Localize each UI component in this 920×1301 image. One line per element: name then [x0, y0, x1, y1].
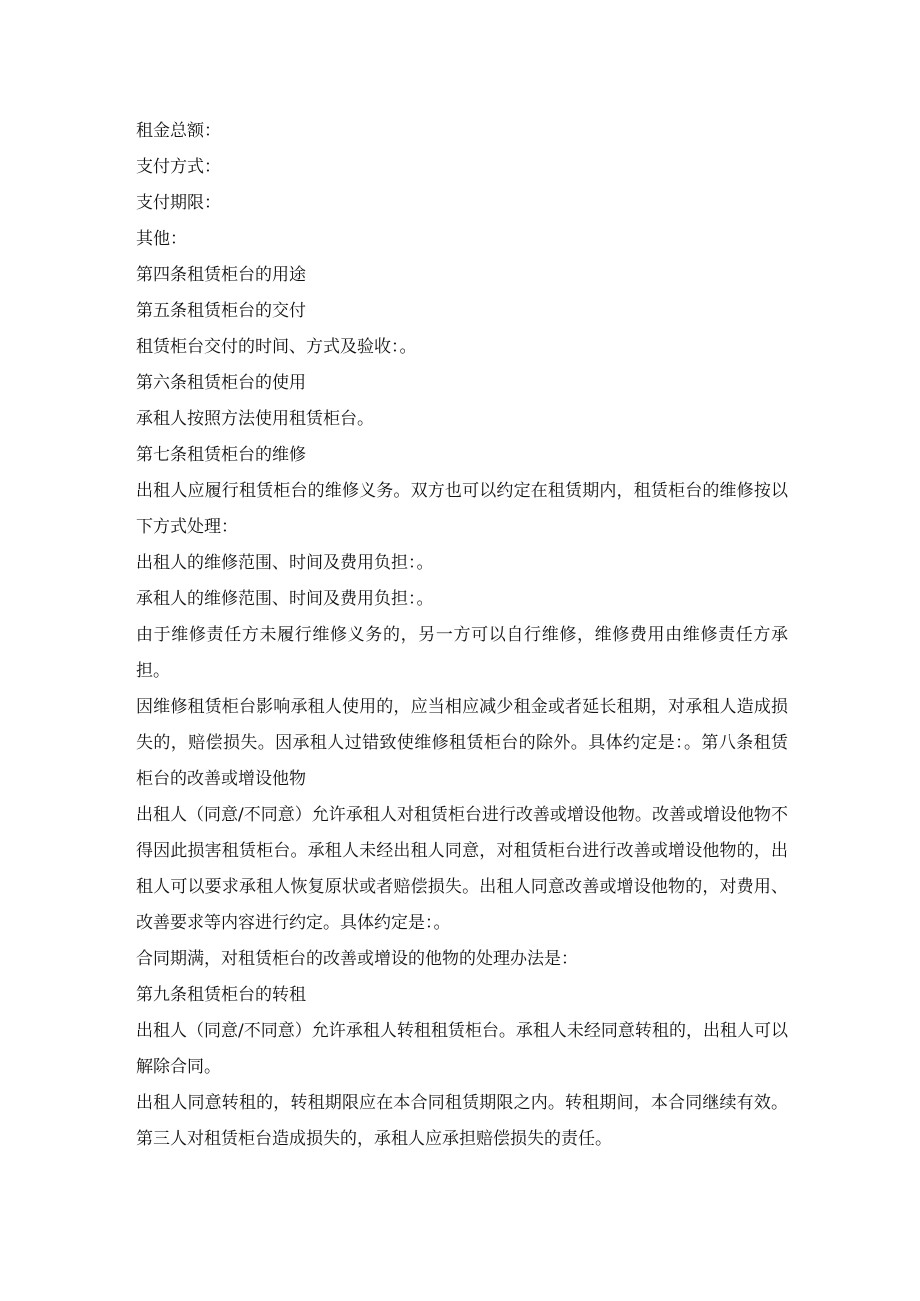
sublease-term-paragraph: 出租人同意转租的，转租期限应在本合同租赁期限之内。转租期间，本合同继续有效。第三人对租赁柜台造成损失的，承租人应承担赔偿损失的责任。 [136, 1093, 788, 1149]
lessor-maintenance-paragraph: 出租人的维修范围、时间及费用负担：。 [136, 553, 434, 573]
maintenance-default-paragraph: 由于维修责任方未履行维修义务的，另一方可以自行维修，维修费用由维修责任方承担。 [136, 625, 788, 681]
lessee-maintenance-paragraph: 承租人的维修范围、时间及费用负担：。 [136, 589, 434, 609]
contract-expiry-paragraph: 合同期满，对租赁柜台的改善或增设的他物的处理办法是： [136, 949, 578, 969]
improvement-paragraph: 出租人（同意/不同意）允许承租人对租赁柜台进行改善或增设他物。改善或增设他物不得因此损害租赁柜台。承租人未经出租人同意，对租赁柜台进行改善或增设他物的，出租人可以要求承租人恢复原状或者赔偿损失。出租人同意改善或增设他物的，对费用、改善要求等内容进行约定。具体约定是：。 [136, 805, 788, 933]
other-line: 其他： [136, 229, 187, 249]
maintenance-obligation-paragraph: 出租人应履行租赁柜台的维修义务。双方也可以约定在租赁期内，租赁柜台的维修按以下方式处理： [136, 481, 788, 537]
delivery-paragraph: 租赁柜台交付的时间、方式及验收：。 [136, 337, 417, 357]
article-4-heading: 第四条租赁柜台的用途 [136, 265, 306, 285]
document-page [136, 113, 788, 1157]
article-7-heading: 第七条租赁柜台的维修 [136, 445, 306, 465]
rent-total-line: 租金总额： [136, 121, 221, 141]
maintenance-impact-paragraph: 因维修租赁柜台影响承租人使用的，应当相应减少租金或者延长租期，对承租人造成损失的，赔偿损失。因承租人过错致使维修租赁柜台的除外。具体约定是：。第八条租赁柜台的改善或增设他物 [136, 697, 788, 789]
article-6-heading: 第六条租赁柜台的使用 [136, 373, 306, 393]
article-9-heading: 第九条租赁柜台的转租 [136, 985, 306, 1005]
sublease-consent-paragraph: 出租人（同意/不同意）允许承租人转租租赁柜台。承租人未经同意转租的，出租人可以解除合同。 [136, 1021, 788, 1077]
article-5-heading: 第五条租赁柜台的交付 [136, 301, 306, 321]
usage-paragraph: 承租人按照方法使用租赁柜台。 [136, 409, 374, 429]
payment-method-line: 支付方式： [136, 157, 221, 177]
payment-term-line: 支付期限： [136, 193, 221, 213]
